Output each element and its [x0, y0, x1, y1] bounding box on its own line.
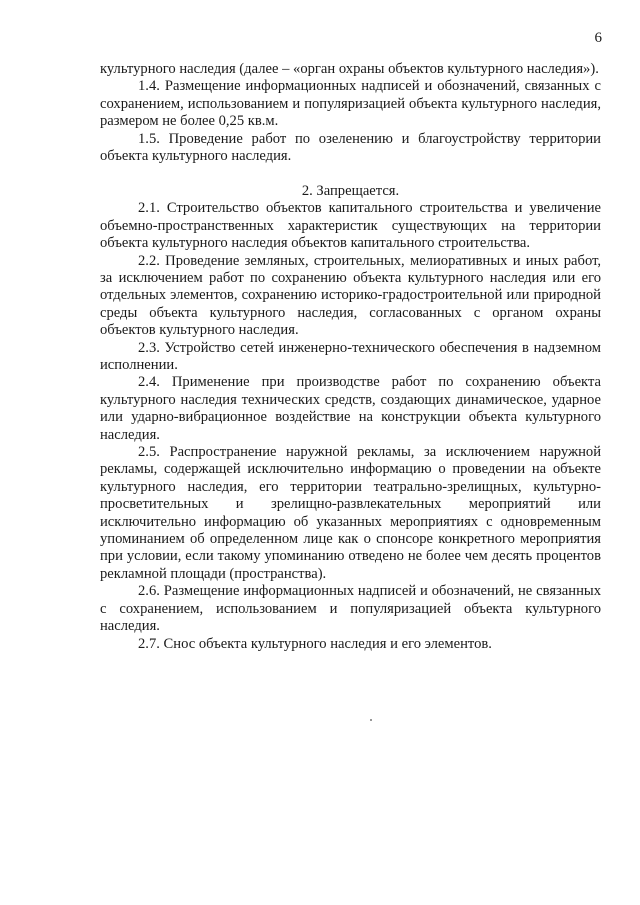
- paragraph-2-1: 2.1. Строительство объектов капитального строительства и увеличение объемно-пространственных характеристик существующих на территории объекта культурного наследия объектов капитального строительства.: [100, 200, 601, 252]
- paragraph-continuation: культурного наследия (далее – «орган охраны объектов культурного наследия»).: [100, 61, 599, 77]
- paragraph-2-2: 2.2. Проведение земляных, строительных, мелиоративных и иных работ, за исключением работ по сохранению объекта культурного наследия или его отдельных элементов, сохранению историко-градостроительной или природной среды объекта культурного наследия, согласованных с органом охраны объектов культурного наследия.: [100, 252, 601, 339]
- paragraph-2-7: 2.7. Снос объекта культурного наследия и его элементов.: [138, 635, 492, 652]
- paragraph-2-3: 2.3. Устройство сетей инженерно-технического обеспечения в надземном исполнении.: [100, 339, 601, 373]
- paragraph-1-5: 1.5. Проведение работ по озеленению и благоустройству территории объекта культурного наследия.: [100, 130, 601, 165]
- paragraph-2-4: 2.4. Применение при производстве работ по сохранению объекта культурного наследия технических средств, создающих динамическое, ударное или ударно-вибрационное воздействие на конструкции объекта культурного наследия.: [100, 374, 601, 443]
- paragraph-2-6: 2.6. Размещение информационных надписей и обозначений, не связанных с сохранением, использованием и популяризацией объекта культурного наследия.: [100, 583, 601, 635]
- paragraph-2-5: 2.5. Распространение наружной рекламы, за исключением наружной рекламы, содержащей исключительно информацию о проведении на объекте культурного наследия, его территории театрально-зрелищных, культурно-просветительных и зрелищно-развлекательных мероприятий или исключительно информацию об указанных мероприятиях с одновременным упоминанием об определенном лице как о спонсоре конкретного мероприятия при условии, если такому упоминанию отведено не более чем десять процентов рекламной площади (пространства).: [100, 444, 601, 582]
- page-number: 6: [594, 30, 602, 46]
- scan-speck: [370, 719, 372, 721]
- document-body: [100, 61, 601, 653]
- paragraph-1-4: 1.4. Размещение информационных надписей и обозначений, связанных с сохранением, использованием и популяризацией объекта культурного наследия, размером не более 0,25 кв.м.: [100, 78, 601, 130]
- section-heading-2: 2. Запрещается.: [301, 182, 400, 199]
